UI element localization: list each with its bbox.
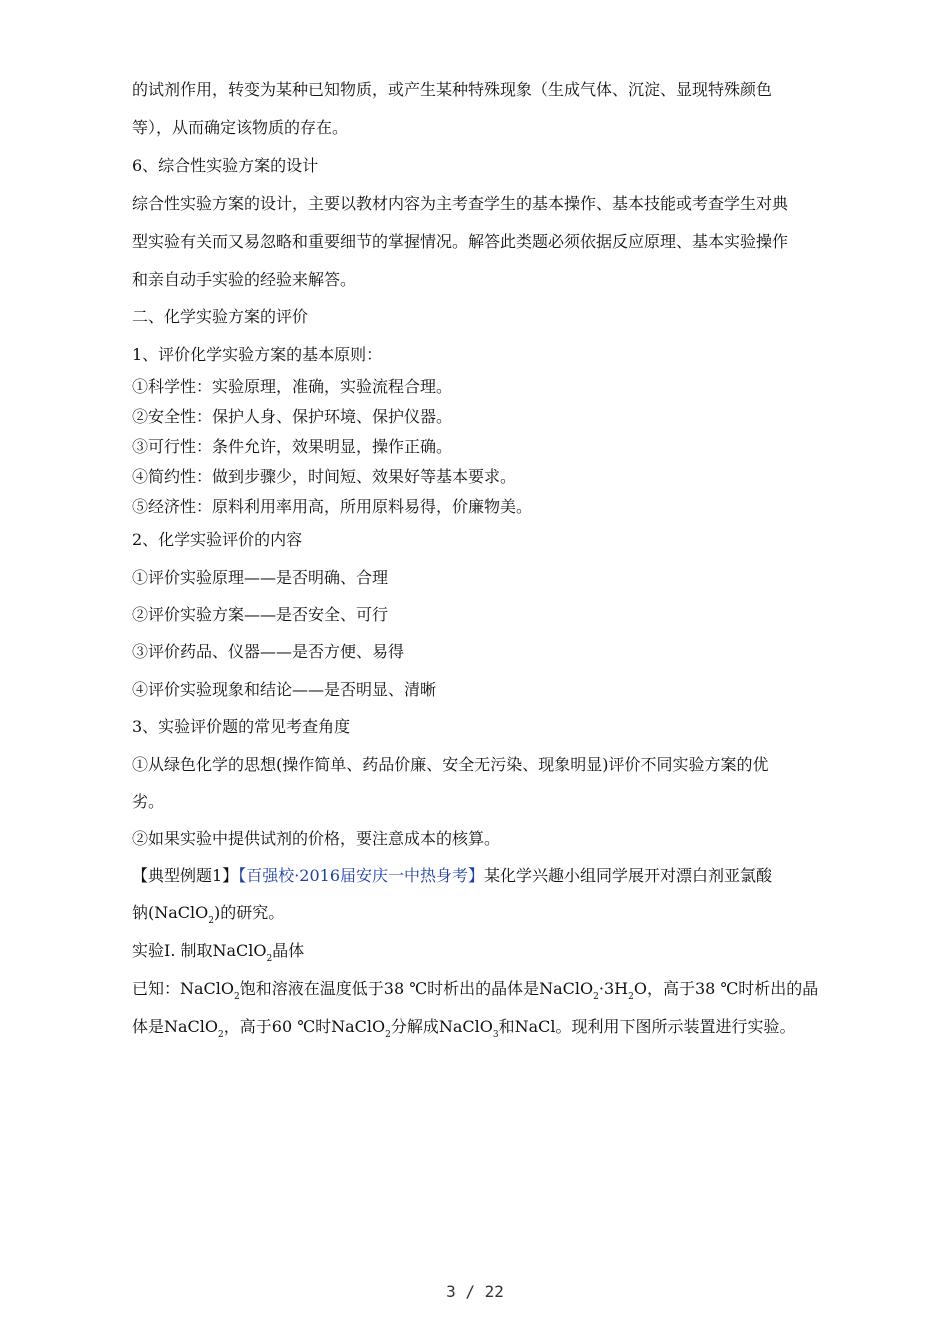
subsection-heading: 2、化学实验评价的内容: [132, 530, 303, 549]
example-line: [132, 903, 284, 931]
known-line: [132, 1017, 796, 1045]
known-text: O，高于38 ℃时析出的晶: [633, 979, 819, 998]
known-text: 和NaCl。现利用下图所示装置进行实验。: [498, 1017, 796, 1036]
subscript: 2: [218, 1030, 224, 1040]
subscript: 3: [492, 1030, 499, 1040]
list-item: ①从绿色化学的思想(操作简单、药品价廉、安全无污染、现象明显)评价不同实验方案的优: [132, 755, 769, 774]
list-item: ③可行性：条件允许，效果明显，操作正确。: [132, 437, 453, 456]
section-heading: 6、综合性实验方案的设计: [132, 156, 319, 175]
subsection-heading: 1、评价化学实验方案的基本原则：: [132, 345, 383, 364]
example-text: 钠(NaClO: [132, 903, 209, 922]
paragraph-line: 的试剂作用，转变为某种已知物质，或产生某种特殊现象（生成气体、沉淀、显现特殊颜色: [132, 80, 773, 99]
list-item: ①科学性：实验原理，准确，实验流程合理。: [132, 377, 453, 396]
example-source-link[interactable]: 【百强校·2016届安庆一中热身考】: [238, 866, 484, 885]
paragraph-line: 和亲自动手实验的经验来解答。: [132, 270, 357, 289]
list-item: ②安全性：保护人身、保护环境、保护仪器。: [132, 407, 453, 426]
list-item: ①评价实验原理——是否明确、合理: [132, 568, 389, 587]
list-item: ④评价实验现象和结论——是否明显、清晰: [132, 680, 437, 699]
known-text: ·3H: [598, 979, 629, 998]
known-text: ，高于60 ℃时NaClO: [223, 1017, 386, 1036]
section-heading: 二、化学实验方案的评价: [132, 307, 309, 326]
example-tag: 【典型例题1】: [132, 866, 239, 885]
paragraph-line: 综合性实验方案的设计，主要以教材内容为主考查学生的基本操作、基本技能或考查学生对典: [132, 194, 789, 213]
known-text: 体是NaClO: [132, 1017, 219, 1036]
list-item: ②评价实验方案——是否安全、可行: [132, 605, 389, 624]
list-item: ⑤经济性：原料利用率用高，所用原料易得，价廉物美。: [132, 497, 533, 516]
list-item: ④简约性：做到步骤少，时间短、效果好等基本要求。: [132, 467, 517, 486]
subscript: 2: [208, 916, 214, 926]
list-item: ③评价药品、仪器——是否方便、易得: [132, 642, 405, 661]
known-line: [132, 979, 818, 1007]
known-text: 分解成NaClO: [390, 1017, 493, 1036]
subsection-heading: 3、实验评价题的常见考查角度: [132, 717, 351, 736]
known-text: 饱和溶液在温度低于38 ℃时析出的晶体是NaClO: [239, 979, 594, 998]
experiment-text: 实验Ⅰ. 制取NaClO: [132, 941, 267, 960]
experiment-text: 晶体: [272, 941, 305, 960]
subscript: 2: [385, 1030, 391, 1040]
list-item: 劣。: [132, 792, 165, 811]
subscript: 2: [234, 992, 240, 1002]
subscript: 2: [628, 992, 634, 1002]
subscript: 2: [593, 992, 599, 1002]
page-number: 3 / 22: [446, 1282, 504, 1301]
subscript: 2: [266, 954, 273, 964]
example-line: [132, 866, 772, 886]
list-item: ②如果实验中提供试剂的价格，要注意成本的核算。: [132, 829, 501, 848]
example-text: 某化学兴趣小组同学展开对漂白剂亚氯酸: [484, 866, 773, 885]
paragraph-line: 等），从而确定该物质的存在。: [132, 118, 349, 137]
example-text: )的研究。: [214, 903, 285, 922]
experiment-heading: [132, 941, 304, 969]
known-text: 已知：NaClO: [132, 979, 235, 998]
paragraph-line: 型实验有关而又易忽略和重要细节的掌握情况。解答此类题必须依据反应原理、基本实验操作: [132, 232, 789, 251]
